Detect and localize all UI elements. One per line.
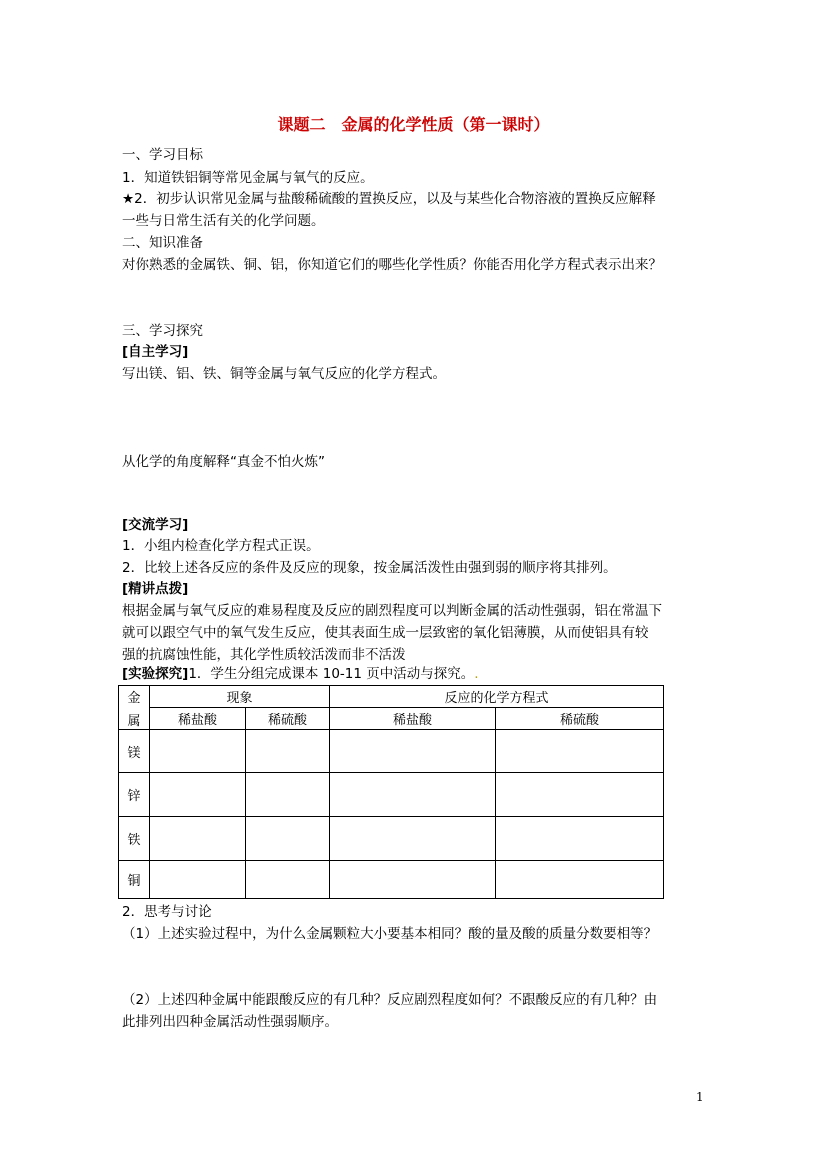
answer-cell (330, 817, 496, 861)
answer-cell (330, 730, 496, 773)
discussion-heading: 2．思考与讨论 (122, 904, 212, 920)
experiment-text: 1．学生分组完成课本 10-11 页中活动与探究。 (188, 666, 475, 682)
answer-cell (330, 773, 496, 817)
goal-item-2 (122, 190, 656, 208)
metal-header-cell (119, 686, 150, 730)
self-study-text: 写出镁、铝、铁、铜等金属与氧气反应的化学方程式。 (122, 366, 446, 382)
table-row (119, 817, 664, 861)
answer-cell (496, 861, 664, 899)
table-row (119, 730, 664, 773)
goal-item-2-text: 2．初步认识常见金属与盐酸稀硫酸的置换反应，以及与某些化合物溶液的置换反应解释 (134, 191, 656, 207)
answer-cell (496, 773, 664, 817)
page-number: 1 (696, 1090, 704, 1104)
experiment-table (118, 685, 664, 899)
experiment-dot: . (474, 666, 479, 682)
table-row (119, 861, 664, 899)
metal-cell: 铁 (119, 817, 150, 861)
experiment-label: [实验探究] (122, 666, 189, 682)
section-heading-goals: 一、学习目标 (122, 147, 203, 163)
guide-line-2: 就可以跟空气中的氧气发生反应，使其表面生成一层致密的氧化铝薄膜，从而使铝具有较 (122, 625, 649, 641)
star-icon: ★ (122, 191, 135, 207)
metal-header-2: 属 (127, 713, 141, 729)
experiment-line (122, 665, 479, 683)
answer-cell (150, 817, 246, 861)
answer-cell (150, 861, 246, 899)
answer-cell (246, 817, 330, 861)
explain-question: 从化学的角度解释“真金不怕火炼” (122, 454, 325, 470)
answer-cell (330, 861, 496, 899)
section-heading-explore: 三、学习探究 (122, 323, 203, 339)
h2so4-header-equation: 稀硫酸 (496, 708, 664, 730)
goal-item-2-continued: 一些与日常生活有关的化学问题。 (122, 213, 325, 229)
equation-header: 反应的化学方程式 (330, 686, 664, 708)
answer-cell (150, 773, 246, 817)
page-title: 课题二 金属的化学性质（第一课时） (277, 115, 550, 134)
self-study-label: [自主学习] (122, 344, 189, 360)
answer-cell (496, 817, 664, 861)
answer-cell (150, 730, 246, 773)
h2so4-header-phenomenon: 稀硫酸 (246, 708, 330, 730)
section-heading-preparation: 二、知识准备 (122, 235, 203, 251)
goal-item-1: 1．知道铁铝铜等常见金属与氧气的反应。 (122, 170, 374, 186)
table-row (119, 773, 664, 817)
answer-cell (496, 730, 664, 773)
discussion-question-2: （2）上述四种金属中能跟酸反应的有几种？反应剧烈程度如何？不跟酸反应的有几种？由 (122, 992, 658, 1008)
discussion-question-1: （1）上述实验过程中，为什么金属颗粒大小要基本相同？酸的量及酸的质量分数要相等？ (122, 926, 658, 942)
metal-cell: 锌 (119, 773, 150, 817)
metal-cell: 镁 (119, 730, 150, 773)
discussion-question-2-continued: 此排列出四种金属活动性强弱顺序。 (122, 1014, 338, 1030)
exchange-label: [交流学习] (122, 517, 189, 533)
phenomenon-header: 现象 (150, 686, 330, 708)
metal-cell: 铜 (119, 861, 150, 899)
answer-cell (246, 730, 330, 773)
guide-line-1: 根据金属与氧气反应的难易程度及反应的剧烈程度可以判断金属的活动性强弱，铝在常温下 (122, 603, 662, 619)
metal-header-1: 金 (127, 690, 141, 706)
answer-cell (246, 773, 330, 817)
guide-line-3: 强的抗腐蚀性能，其化学性质较活泼而非不活泼 (122, 647, 406, 663)
preparation-question: 对你熟悉的金属铁、铜、铝，你知道它们的哪些化学性质？你能否用化学方程式表示出来？ (122, 257, 662, 273)
hcl-header-phenomenon: 稀盐酸 (150, 708, 246, 730)
hcl-header-equation: 稀盐酸 (330, 708, 496, 730)
answer-cell (246, 861, 330, 899)
guide-label: [精讲点拨] (122, 581, 189, 597)
exchange-item-1: 1．小组内检查化学方程式正误。 (122, 538, 320, 554)
exchange-item-2: 2．比较上述各反应的条件及反应的现象，按金属活泼性由强到弱的顺序将其排列。 (122, 560, 617, 576)
